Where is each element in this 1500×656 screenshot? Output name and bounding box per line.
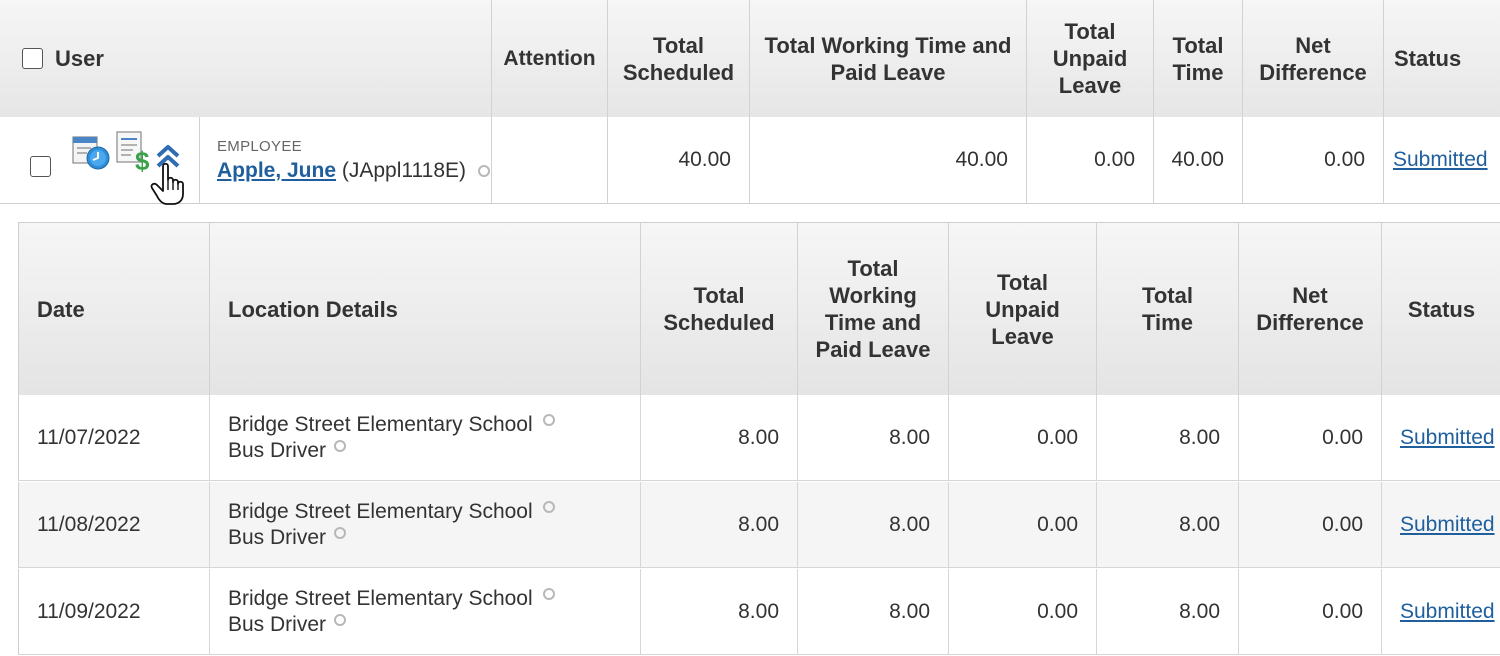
location-info-icon[interactable] [543, 414, 555, 426]
detail-position-name: Bus Driver [228, 613, 327, 636]
header-net-difference: Net Difference [1243, 0, 1384, 117]
detail-header-total-working: Total Working Time and Paid Leave [798, 223, 949, 395]
detail-location-cell [210, 482, 641, 568]
employee-role-label: EMPLOYEE [217, 137, 302, 155]
employee-total-working: 40.00 [750, 117, 1027, 203]
detail-date: 11/09/2022 [19, 569, 210, 655]
header-user [0, 0, 492, 117]
detail-date: 11/07/2022 [19, 395, 210, 481]
detail-header-date: Date [19, 223, 210, 395]
detail-location-name: Bridge Street Elementary School [228, 500, 533, 523]
timesheet-clock-icon[interactable] [71, 134, 111, 178]
detail-net-difference: 0.00 [1239, 395, 1382, 481]
detail-total-working: 8.00 [798, 569, 949, 655]
detail-status-cell [1382, 482, 1500, 568]
pay-document-dollar-icon[interactable] [115, 130, 153, 178]
detail-total-time: 8.00 [1097, 482, 1239, 568]
detail-header-status: Status [1407, 296, 1476, 322]
detail-location-name: Bridge Street Elementary School [228, 587, 533, 610]
employee-total-scheduled: 40.00 [608, 117, 750, 203]
detail-header-total-time: Total Time [1097, 223, 1239, 395]
employee-actions-cell [0, 117, 200, 203]
position-info-icon[interactable] [334, 614, 346, 626]
detail-total-working: 8.00 [798, 482, 949, 568]
detail-header-location: Location Details [210, 223, 641, 395]
position-info-icon[interactable] [334, 440, 346, 452]
employee-checkbox[interactable] [30, 156, 51, 177]
hand-cursor-icon [149, 162, 189, 206]
detail-total-scheduled: 8.00 [641, 482, 798, 568]
timesheet-table-header [0, 0, 1500, 118]
employee-name-link[interactable]: Apple, June [217, 158, 337, 182]
detail-total-working: 8.00 [798, 395, 949, 481]
detail-total-scheduled: 8.00 [641, 395, 798, 481]
employee-id: (JAppl1118E) [341, 158, 466, 182]
header-status: Status [1394, 46, 1462, 71]
detail-header-total-unpaid: Total Unpaid Leave [949, 223, 1097, 395]
header-total-scheduled: Total Scheduled [608, 0, 750, 117]
detail-status-link[interactable]: Submitted [1400, 600, 1495, 623]
collapse-double-chevron-icon[interactable] [155, 144, 181, 176]
employee-info-cell [200, 117, 492, 203]
employee-status-link[interactable]: Submitted [1393, 148, 1488, 171]
detail-position-name: Bus Driver [228, 439, 327, 462]
detail-total-time: 8.00 [1097, 395, 1239, 481]
employee-row [0, 117, 1500, 204]
detail-table-header [18, 222, 1500, 396]
detail-date: 11/08/2022 [19, 482, 210, 568]
employee-total-time: 40.00 [1154, 117, 1243, 203]
detail-total-time: 8.00 [1097, 569, 1239, 655]
detail-row [18, 395, 1500, 481]
location-info-icon[interactable] [543, 588, 555, 600]
detail-location-cell [210, 569, 641, 655]
employee-attention-cell [492, 117, 608, 203]
svg-text:$: $ [135, 146, 150, 172]
position-info-icon[interactable] [334, 527, 346, 539]
detail-status-link[interactable]: Submitted [1400, 513, 1495, 536]
employee-info-icon[interactable] [478, 165, 490, 177]
detail-row [18, 569, 1500, 655]
detail-location-name: Bridge Street Elementary School [228, 413, 533, 436]
detail-status-cell [1382, 395, 1500, 481]
employee-total-unpaid: 0.00 [1027, 117, 1154, 203]
detail-header-total-scheduled: Total Scheduled [641, 223, 798, 395]
detail-status-link[interactable]: Submitted [1400, 426, 1495, 449]
detail-net-difference: 0.00 [1239, 569, 1382, 655]
detail-location-cell [210, 395, 641, 481]
header-total-working: Total Working Time and Paid Leave [750, 0, 1027, 117]
detail-total-unpaid: 0.00 [949, 482, 1097, 568]
location-info-icon[interactable] [543, 501, 555, 513]
employee-status-cell [1384, 117, 1500, 203]
select-all-checkbox[interactable] [22, 48, 43, 69]
detail-total-unpaid: 0.00 [949, 569, 1097, 655]
header-total-time: Total Time [1154, 0, 1243, 117]
employee-net-difference: 0.00 [1243, 117, 1384, 203]
detail-position-name: Bus Driver [228, 526, 327, 549]
header-total-unpaid: Total Unpaid Leave [1027, 0, 1154, 117]
detail-net-difference: 0.00 [1239, 482, 1382, 568]
detail-status-cell [1382, 569, 1500, 655]
header-user-label: User [55, 46, 104, 71]
header-attention: Attention [492, 0, 608, 117]
detail-row [18, 482, 1500, 568]
detail-total-scheduled: 8.00 [641, 569, 798, 655]
detail-total-unpaid: 0.00 [949, 395, 1097, 481]
detail-header-net-difference: Net Difference [1239, 223, 1382, 395]
